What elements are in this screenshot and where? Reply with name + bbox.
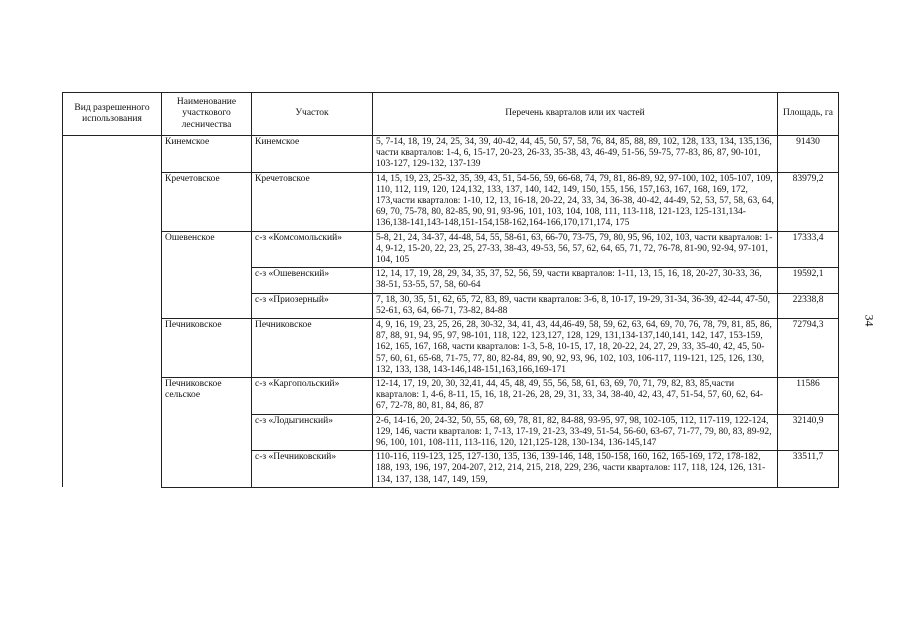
blocks-cell: 5, 7-14, 18, 19, 24, 25, 34, 39, 40-42, 44, 45, 50, 57, 58, 76, 84, 85, 88, 89, 102, 128, 133, 134, 135,136, части кварталов: 1-4, 6, 15-17, 20-23, 26-33, 35-38, 43, 46-49, 51-56, 59-75, 77-83, 86, 87, 90-101, 103-127, 129-132, 137-139 bbox=[373, 136, 778, 173]
section-cell: Кинемское bbox=[252, 136, 373, 173]
header-use-type: Вид разрешенного использования bbox=[63, 93, 162, 136]
area-cell: 72794,3 bbox=[778, 319, 839, 378]
forestry-cell: Кречетовское bbox=[162, 172, 252, 231]
area-cell: 11586 bbox=[778, 378, 839, 415]
forestry-cell: Кинемское bbox=[162, 136, 252, 173]
area-cell: 32140,9 bbox=[778, 414, 839, 451]
table-header bbox=[63, 93, 839, 136]
table-row bbox=[63, 231, 839, 268]
area-cell: 33511,7 bbox=[778, 451, 839, 488]
forestry-cell: Печниковское сельское bbox=[162, 378, 252, 488]
forest-blocks-table bbox=[62, 92, 839, 488]
blocks-cell: 2-6, 14-16, 20, 24-32, 50, 55, 68, 69, 78, 81, 82, 84-88, 93-95, 97, 98, 102-105, 112, 117-119, 122-124, 129, 146, части кварталов: 1, 7-13, 17-19, 21-23, 33-49, 51-54, 56-60, 63-67, 71-77, 79, 80, 83, 89-92, 96, 100, 101, 108-111, 113-116, 120, 121,125-128, 130-134, 136-145,147 bbox=[373, 414, 778, 451]
header-forestry: Наименование участкового лесничества bbox=[162, 93, 252, 136]
forestry-cell: Печниковское bbox=[162, 319, 252, 378]
blocks-cell: 12-14, 17, 19, 20, 30, 32,41, 44, 45, 48, 49, 55, 56, 58, 61, 63, 69, 70, 71, 79, 82, 83, 85,части кварталов: 1, 4-6, 8-11, 15, 16, 18, 21-26, 28, 29, 31, 33, 34, 38-40, 42, 43, 47, 51-54, 57, 60, 62, 64-67, 72-78, 80, 81, 84, 86, 87 bbox=[373, 378, 778, 415]
table-row bbox=[63, 136, 839, 173]
header-area: Площадь, га bbox=[778, 93, 839, 136]
use-type-cell bbox=[63, 136, 162, 488]
table-row bbox=[63, 172, 839, 231]
table-row bbox=[63, 319, 839, 378]
area-cell: 91430 bbox=[778, 136, 839, 173]
area-cell: 19592,1 bbox=[778, 268, 839, 293]
blocks-cell: 14, 15, 19, 23, 25-32, 35, 39, 43, 51, 54-56, 59, 66-68, 74, 79, 81, 86-89, 92, 97-100, 102, 105-107, 109, 110, 112, 119, 120, 124,132, 133, 137, 140, 142, 149, 150, 155, 156, 157,163, 167, 168, 169, 172, 173,части кварталов: 1-10, 12, 13, 16-18, 20-22, 24, 33, 34, 36-38, 40-42, 44-49, 52, 53, 57, 58, 63, 64, 69, 70, 75-78, 80, 82-85, 90, 91, 93-96, 101, 103, 104, 108, 111, 113-118, 121-123, 125-131,134-136,138-141,143-148,151-154,158-162,164-166,170,171,174, 175 bbox=[373, 172, 778, 231]
section-cell: с-з «Приозерный» bbox=[252, 293, 373, 318]
section-cell: с-з «Комсомольский» bbox=[252, 231, 373, 268]
blocks-cell: 4, 9, 16, 19, 23, 25, 26, 28, 30-32, 34, 41, 43, 44,46-49, 58, 59, 62, 63, 64, 69, 70, 76, 78, 79, 81, 85, 86, 87, 88, 91, 94, 95, 97, 98-101, 118, 122, 123,127, 128, 129, 131,134-137,140,141, 142, 147, 153-159, 162, 165, 167, 168, части кварталов: 1-3, 5-8, 10-15, 17, 18, 20-22, 24, 27, 29, 33, 35-40, 42, 45, 50-57, 60, 61, 65-68, 71-75, 77, 80, 82-84, 89, 90, 92, 93, 96, 102, 103, 106-117, 119-121, 125, 126, 130, 132, 133, 138, 143-146,148-151,163,166,169-171 bbox=[373, 319, 778, 378]
table-row bbox=[63, 378, 839, 415]
table-body bbox=[63, 136, 839, 488]
area-cell: 83979,2 bbox=[778, 172, 839, 231]
blocks-cell: 7, 18, 30, 35, 51, 62, 65, 72, 83, 89, части кварталов: 3-6, 8, 10-17, 19-29, 31-34, 36-39, 42-44, 47-50, 52-61, 63, 64, 66-71, 73-82, 84-88 bbox=[373, 293, 778, 318]
blocks-cell: 110-116, 119-123, 125, 127-130, 135, 136, 139-146, 148, 150-158, 160, 162, 165-169, 172, 178-182, 188, 193, 196, 197, 204-207, 212, 214, 215, 218, 229, 236, части кварталов: 117, 118, 124, 126, 131-134, 137, 138, 147, 149, 159, bbox=[373, 451, 778, 488]
blocks-cell: 12, 14, 17, 19, 28, 29, 34, 35, 37, 52, 56, 59, части кварталов: 1-11, 13, 15, 16, 18, 20-27, 30-33, 36, 38-51, 53-55, 57, 58, 60-64 bbox=[373, 268, 778, 293]
forestry-cell: Ошевенское bbox=[162, 231, 252, 318]
section-cell: с-з «Каргопольский» bbox=[252, 378, 373, 415]
section-cell: с-з «Ошевенский» bbox=[252, 268, 373, 293]
area-cell: 22338,8 bbox=[778, 293, 839, 318]
area-cell: 17333,4 bbox=[778, 231, 839, 268]
header-blocks: Перечень кварталов или их частей bbox=[373, 93, 778, 136]
section-cell: с-з «Печниковский» bbox=[252, 451, 373, 488]
blocks-cell: 5-8, 21, 24, 34-37, 44-48, 54, 55, 58-61, 63, 66-70, 73-75, 79, 80, 95, 96, 102, 103, части кварталов: 1-4, 9-12, 15-20, 22, 23, 25, 27-33, 38-43, 49-53, 56, 57, 62, 64, 65, 71, 72, 76-78, 81-90, 92-94, 97-101, 104, 105 bbox=[373, 231, 778, 268]
header-section: Участок bbox=[252, 93, 373, 136]
section-cell: с-з «Лодыгинский» bbox=[252, 414, 373, 451]
section-cell: Печниковское bbox=[252, 319, 373, 378]
page-number: 34 bbox=[862, 314, 877, 327]
section-cell: Кречетовское bbox=[252, 172, 373, 231]
